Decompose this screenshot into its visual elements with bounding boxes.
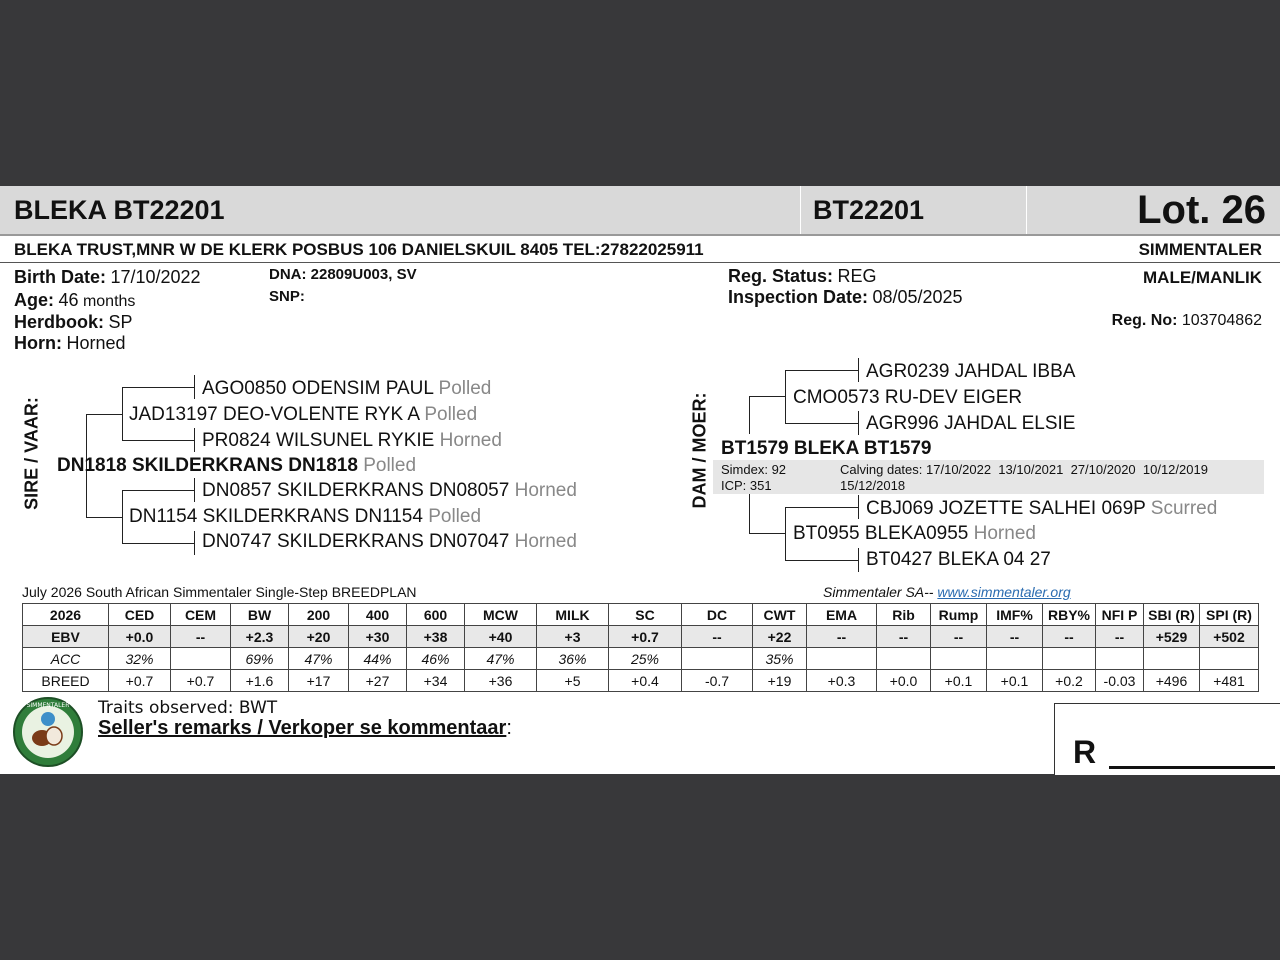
reg-status <box>728 266 876 287</box>
ebv-cell: 69% <box>231 648 289 670</box>
ebv-cell: +0.0 <box>109 626 171 648</box>
ebv-cell: -0.03 <box>1096 670 1144 692</box>
ebv-cell: +0.4 <box>609 670 682 692</box>
simmentaler-link[interactable]: www.simmentaler.org <box>937 584 1071 600</box>
ebv-cell: 36% <box>537 648 609 670</box>
pedigree-sire <box>57 455 416 477</box>
pedigree-name: DN0747 SKILDERKRANS DN07047 <box>202 531 510 552</box>
ebv-cell: 44% <box>349 648 407 670</box>
herdbook-value: SP <box>108 312 133 332</box>
ebv-cell: SBI (R) <box>1144 604 1200 626</box>
ebv-cell: +19 <box>753 670 807 692</box>
ebv-cell: BREED <box>23 670 109 692</box>
ebv-cell: +40 <box>465 626 537 648</box>
ebv-cell: -- <box>171 626 231 648</box>
pedigree-horn: Horned <box>514 480 577 501</box>
ebv-cell <box>171 648 231 670</box>
pedigree-horn: Horned <box>514 531 577 552</box>
ebv-cell: +30 <box>349 626 407 648</box>
pedigree-horn: Horned <box>973 523 1036 544</box>
sellers-remarks <box>98 717 512 740</box>
sex: MALE/MANLIK <box>1143 268 1262 287</box>
breedplan-title: July 2026 South African Simmentaler Single-Step BREEDPLAN <box>22 584 417 600</box>
ebv-cell: +36 <box>465 670 537 692</box>
ebv-cell: 200 <box>289 604 349 626</box>
owner-line: BLEKA TRUST,MNR W DE KLERK POSBUS 106 DANIELSKUIL 8405 TEL:27822025911 <box>14 240 704 259</box>
birth-date-label: Birth Date: <box>14 267 107 287</box>
ebv-cell: +529 <box>1144 626 1200 648</box>
ebv-cell: +38 <box>407 626 465 648</box>
ebv-cell: Rump <box>931 604 987 626</box>
calving-dates: 17/10/2022 13/10/2021 27/10/2020 10/12/2019 <box>926 462 1208 477</box>
ebv-cell: 47% <box>289 648 349 670</box>
pedigree-horn: Polled <box>438 378 492 399</box>
header-divider <box>800 186 801 234</box>
birth-date <box>14 267 201 288</box>
ebv-cell: 35% <box>753 648 807 670</box>
reg-no-label: Reg. No: <box>1111 312 1178 329</box>
pedigree-name: BT1579 BLEKA BT1579 <box>721 438 932 459</box>
ebv-cell: SC <box>609 604 682 626</box>
ebv-cell: SPI (R) <box>1200 604 1259 626</box>
ebv-cell: -- <box>931 626 987 648</box>
ebv-cell <box>1200 648 1259 670</box>
ebv-cell: +2.3 <box>231 626 289 648</box>
pedigree-name: AGR0239 JAHDAL IBBA <box>866 361 1076 382</box>
age-unit: months <box>82 293 136 310</box>
traits-observed: Traits observed: BWT <box>98 698 278 718</box>
ebv-cell: MILK <box>537 604 609 626</box>
pedigree-sire-sire <box>129 404 477 426</box>
registration-id: BT22201 <box>813 195 925 225</box>
reg-no <box>1112 312 1262 330</box>
divider <box>0 262 1280 263</box>
pedigree-dam-dam-dam <box>866 549 1051 571</box>
ebv-cell: +481 <box>1200 670 1259 692</box>
ebv-cell <box>1096 648 1144 670</box>
ebv-cell: -- <box>807 626 877 648</box>
age-label: Age: <box>14 290 54 310</box>
lot-number: Lot. 26 <box>1137 188 1266 232</box>
pedigree-dam-dam-sire <box>866 498 1217 520</box>
credit-text: Simmentaler SA-- <box>823 584 934 600</box>
price-box <box>1054 703 1280 775</box>
pedigree-dam <box>721 438 931 460</box>
price-input-line[interactable] <box>1109 766 1275 769</box>
reg-status-label: Reg. Status: <box>728 266 834 286</box>
animal-name: BLEKA BT22201 <box>14 195 225 225</box>
age-value: 46 <box>58 290 79 310</box>
breedplan-credit <box>823 584 1071 600</box>
ebv-cell: +0.3 <box>807 670 877 692</box>
pedigree-sire-sire-dam <box>202 430 502 452</box>
card-header <box>0 186 1280 236</box>
herdbook <box>14 312 132 333</box>
ebv-cell: EMA <box>807 604 877 626</box>
ebv-table <box>22 603 1259 692</box>
ebv-row <box>23 626 1259 648</box>
dam-info-box <box>713 460 1264 494</box>
ebv-cell: +17 <box>289 670 349 692</box>
ebv-cell <box>682 648 753 670</box>
ebv-cell: -- <box>682 626 753 648</box>
dna-info: DNA: 22809U003, SV <box>269 266 417 283</box>
logo-text: SIMMENTALER <box>26 702 70 709</box>
ebv-cell: -- <box>1043 626 1096 648</box>
pedigree-sire-dam <box>129 506 481 528</box>
breed-label: SIMMENTALER <box>1138 240 1262 259</box>
ebv-cell: 2026 <box>23 604 109 626</box>
inspection-date <box>728 287 963 308</box>
birth-date-value: 17/10/2022 <box>110 267 201 287</box>
ebv-cell: RBY% <box>1043 604 1096 626</box>
ebv-cell: +1.6 <box>231 670 289 692</box>
calving-dates-line2: 15/12/2018 <box>840 478 906 493</box>
pedigree-name: JAD13197 DEO-VOLENTE RYK A <box>129 404 420 425</box>
ebv-cell: DC <box>682 604 753 626</box>
ebv-cell: 46% <box>407 648 465 670</box>
ebv-cell: +496 <box>1144 670 1200 692</box>
pedigree-name: DN0857 SKILDERKRANS DN08057 <box>202 480 510 501</box>
ebv-cell: NFI P <box>1096 604 1144 626</box>
snp-info: SNP: <box>269 288 305 305</box>
ebv-cell <box>987 648 1043 670</box>
simdex: Simdex: 92 <box>721 462 787 477</box>
pedigree-sire-dam-dam <box>202 531 577 553</box>
pedigree-name: CMO0573 RU-DEV EIGER <box>793 387 1023 408</box>
pedigree-name: BT0427 BLEKA 04 27 <box>866 549 1051 570</box>
ebv-cell <box>1043 648 1096 670</box>
pedigree-sire-dam-sire <box>202 480 577 502</box>
ebv-cell: -- <box>1096 626 1144 648</box>
ebv-cell: EBV <box>23 626 109 648</box>
ebv-cell: IMF% <box>987 604 1043 626</box>
ebv-cell: +22 <box>753 626 807 648</box>
ebv-cell: +20 <box>289 626 349 648</box>
ebv-cell: BW <box>231 604 289 626</box>
inspection-label: Inspection Date: <box>728 287 869 307</box>
price-label: R <box>1073 734 1097 770</box>
pedigree-name: DN1818 SKILDERKRANS DN1818 <box>57 455 358 476</box>
icp: ICP: 351 <box>721 478 772 493</box>
pedigree-name: AGR996 JAHDAL ELSIE <box>866 413 1076 434</box>
ebv-cell: +34 <box>407 670 465 692</box>
ebv-cell: CWT <box>753 604 807 626</box>
simmentaler-logo <box>12 696 84 768</box>
herdbook-label: Herdbook: <box>14 312 104 332</box>
ebv-cell: +0.0 <box>877 670 931 692</box>
ebv-cell: -0.7 <box>682 670 753 692</box>
dam-side-label: DAM / MOER: <box>689 392 710 509</box>
breed-row <box>23 670 1259 692</box>
calving-dates-line1 <box>840 462 1208 477</box>
ebv-cell: -- <box>877 626 931 648</box>
ebv-cell: +5 <box>537 670 609 692</box>
pedigree-name: BT0955 BLEKA0955 <box>793 523 969 544</box>
header-divider <box>1026 186 1027 234</box>
ebv-header-row <box>23 604 1259 626</box>
horn-label: Horn: <box>14 333 62 353</box>
catalogue-card <box>0 186 1280 774</box>
reg-status-value: REG <box>837 266 877 286</box>
pedigree-name: DN1154 SKILDERKRANS DN1154 <box>129 506 423 527</box>
ebv-cell: 400 <box>349 604 407 626</box>
ebv-cell: -- <box>987 626 1043 648</box>
ebv-cell: CED <box>109 604 171 626</box>
pedigree-name: AGO0850 ODENSIM PAUL <box>202 378 434 399</box>
pedigree-horn: Scurred <box>1150 498 1218 519</box>
ebv-cell: +27 <box>349 670 407 692</box>
pedigree-name: CBJ069 JOZETTE SALHEI 069P <box>866 498 1146 519</box>
ebv-cell <box>807 648 877 670</box>
acc-row <box>23 648 1259 670</box>
ebv-cell <box>931 648 987 670</box>
age <box>14 290 135 311</box>
remarks-label: Seller's remarks / Verkoper se kommentaar <box>98 717 507 739</box>
ebv-cell: CEM <box>171 604 231 626</box>
ebv-cell: +0.1 <box>931 670 987 692</box>
pedigree-horn: Polled <box>363 455 417 476</box>
ebv-cell: Rib <box>877 604 931 626</box>
ebv-cell <box>877 648 931 670</box>
sire-side-label: SIRE / VAAR: <box>21 397 42 510</box>
remarks-colon: : <box>506 717 512 739</box>
pedigree-dam-sire <box>793 387 1022 409</box>
ebv-cell: +0.7 <box>609 626 682 648</box>
pedigree-dam-dam <box>793 523 1036 545</box>
ebv-cell: +0.7 <box>171 670 231 692</box>
pedigree-horn: Polled <box>424 404 478 425</box>
pedigree-dam-sire-dam <box>866 413 1075 435</box>
calving-label: Calving dates: <box>840 462 923 477</box>
ebv-cell: 47% <box>465 648 537 670</box>
horn <box>14 333 126 354</box>
ebv-cell: +3 <box>537 626 609 648</box>
ebv-cell: +0.7 <box>109 670 171 692</box>
horn-value: Horned <box>66 333 126 353</box>
ebv-cell: 600 <box>407 604 465 626</box>
pedigree-horn: Polled <box>428 506 482 527</box>
reg-no-value: 103704862 <box>1181 312 1262 329</box>
ebv-cell: +0.2 <box>1043 670 1096 692</box>
pedigree-horn: Horned <box>439 430 502 451</box>
ebv-cell: MCW <box>465 604 537 626</box>
ebv-cell: +502 <box>1200 626 1259 648</box>
pedigree-sire-sire-sire <box>202 378 491 400</box>
ebv-cell: 32% <box>109 648 171 670</box>
ebv-cell: ACC <box>23 648 109 670</box>
ebv-cell <box>1144 648 1200 670</box>
pedigree-name: PR0824 WILSUNEL RYKIE <box>202 430 435 451</box>
ebv-cell: 25% <box>609 648 682 670</box>
ebv-cell: +0.1 <box>987 670 1043 692</box>
inspection-value: 08/05/2025 <box>872 287 963 307</box>
pedigree-dam-sire-sire <box>866 361 1075 383</box>
